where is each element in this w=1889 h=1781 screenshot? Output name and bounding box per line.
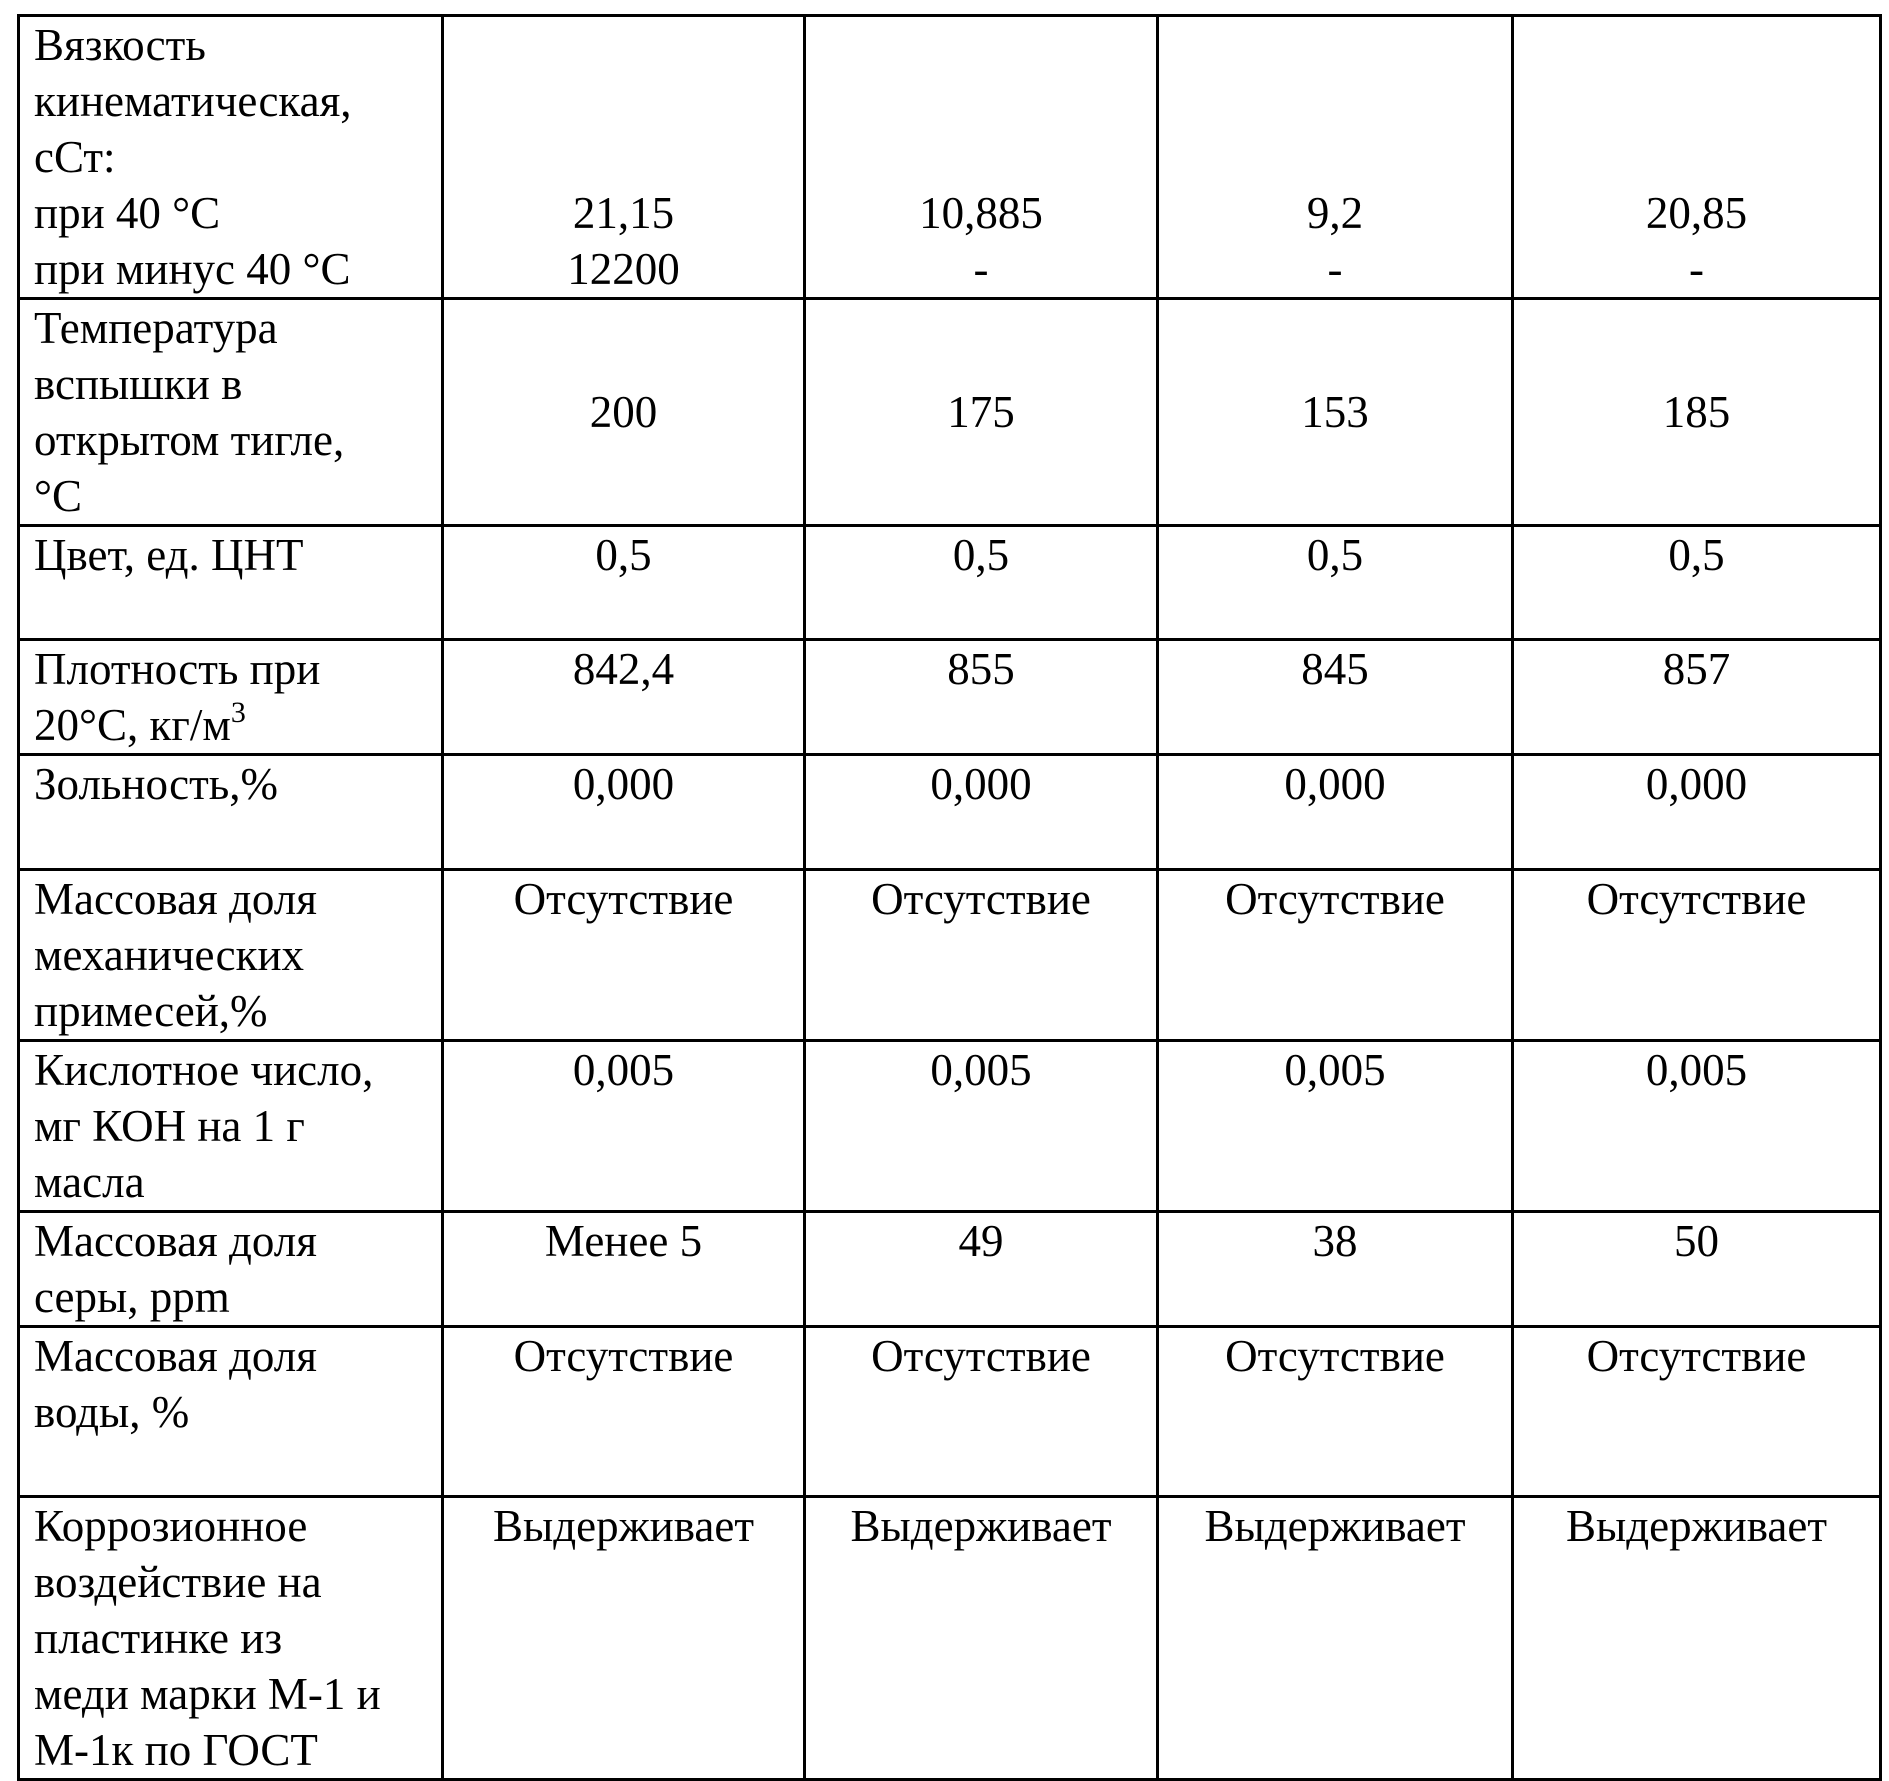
label-line: Массовая доля (34, 874, 317, 924)
cell-value: 857 (1662, 644, 1731, 694)
value-cell (443, 870, 805, 1041)
value-cell (805, 1497, 1158, 1780)
value-cell (1513, 1041, 1881, 1212)
cell-value: 855 (947, 644, 1015, 694)
table-row-water (19, 1327, 1881, 1497)
value-cell (1158, 1041, 1513, 1212)
cell-value: Отсутствие (871, 1331, 1091, 1381)
cell-value: Отсутствие (871, 874, 1091, 924)
value-cell (1513, 1212, 1881, 1327)
label-text: 20°С, кг/м (34, 700, 231, 750)
value-cell (805, 1041, 1158, 1212)
cell-value: 0,000 (1284, 759, 1386, 809)
cell-value: Отсутствие (513, 874, 734, 924)
label-line: открытом тигле, (34, 415, 345, 465)
row-label-cell (19, 526, 443, 640)
label-line: мг КОН на 1 г (34, 1101, 305, 1151)
label-line: кинематическая, (34, 76, 352, 126)
label-line: воды, % (34, 1387, 190, 1437)
label-line: пластинке из (34, 1613, 283, 1663)
value-cell (1158, 1212, 1513, 1327)
label-line: при минус 40 °С (34, 244, 351, 294)
value-cell (805, 299, 1158, 526)
value-cell (443, 1327, 805, 1497)
label-line: М-1к по ГОСТ (34, 1725, 318, 1775)
value-cell (1158, 299, 1513, 526)
cell-value: Менее 5 (544, 1216, 703, 1266)
value-cell (1158, 1327, 1513, 1497)
cell-value: 12200 (567, 244, 680, 294)
label-line: серы, ppm (34, 1272, 230, 1322)
table-row-mechanical-impurities (19, 870, 1881, 1041)
value-cell (443, 755, 805, 870)
row-label-cell (19, 755, 443, 870)
value-cell (443, 16, 805, 299)
cell-value: 0,5 (952, 530, 1010, 580)
cell-value: 10,885 (919, 188, 1043, 238)
cell-value: Отсутствие (513, 1331, 734, 1381)
value-cell (443, 299, 805, 526)
value-cell (1513, 640, 1881, 755)
value-cell (1158, 1497, 1513, 1780)
label-line: Массовая доля (34, 1216, 317, 1266)
cell-value: Отсутствие (1225, 874, 1445, 924)
value-cell (805, 640, 1158, 755)
row-label-cell (19, 299, 443, 526)
label-line: °С (34, 471, 83, 521)
value-cell (443, 1497, 805, 1780)
properties-table (17, 14, 1882, 1781)
table-row-viscosity (19, 16, 1881, 299)
cell-value: Выдерживает (1204, 1501, 1466, 1551)
value-cell (1513, 1497, 1881, 1780)
table-row-ash (19, 755, 1881, 870)
row-label-cell (19, 1041, 443, 1212)
row-label-cell (19, 1497, 443, 1780)
value-cell (1513, 526, 1881, 640)
cell-value: - (1327, 244, 1343, 294)
cell-value: Выдерживает (492, 1501, 755, 1551)
label-line: при 40 °С (34, 188, 221, 238)
table-row-sulfur (19, 1212, 1881, 1327)
label-line: масла (34, 1157, 145, 1207)
label-line: Вязкость (34, 20, 206, 70)
cell-value: - (973, 244, 989, 294)
value-cell (805, 16, 1158, 299)
cell-value: 49 (958, 1216, 1004, 1266)
value-cell (1158, 755, 1513, 870)
cell-value: 153 (1301, 387, 1369, 437)
cell-value: Отсутствие (1225, 1331, 1445, 1381)
row-label-cell (19, 870, 443, 1041)
table-row-density (19, 640, 1881, 755)
cell-value: Выдерживает (850, 1501, 1112, 1551)
value-cell (805, 755, 1158, 870)
label-line: Температура (34, 303, 278, 353)
value-cell (805, 1212, 1158, 1327)
value-cell (1513, 299, 1881, 526)
label-line: Плотность при (34, 644, 321, 694)
cell-value: - (1689, 244, 1704, 294)
cell-value: 0,005 (572, 1045, 675, 1095)
row-label-cell (19, 640, 443, 755)
cell-value: 0,5 (1306, 530, 1364, 580)
label-line: Массовая доля (34, 1331, 317, 1381)
table-row-corrosion (19, 1497, 1881, 1780)
row-label-cell (19, 1327, 443, 1497)
value-cell (443, 526, 805, 640)
label-line: Цвет, ед. ЦНТ (34, 530, 304, 580)
value-cell (1158, 16, 1513, 299)
cell-value: 38 (1312, 1216, 1358, 1266)
row-label-cell (19, 16, 443, 299)
label-line: меди марки М-1 и (34, 1669, 381, 1719)
value-cell (1513, 755, 1881, 870)
cell-value: 0,5 (1668, 530, 1725, 580)
cell-value: 842,4 (572, 644, 675, 694)
cell-value: Выдерживает (1565, 1501, 1828, 1551)
cell-value: 9,2 (1306, 188, 1364, 238)
label-line: вспышки в (34, 359, 243, 409)
table-row-color (19, 526, 1881, 640)
value-cell (1513, 16, 1881, 299)
value-cell (443, 1041, 805, 1212)
value-cell (1158, 526, 1513, 640)
value-cell (805, 526, 1158, 640)
cell-value: 0,000 (572, 759, 675, 809)
table-row-flash-point (19, 299, 1881, 526)
cell-value: 0,005 (1645, 1045, 1748, 1095)
cell-value: 845 (1301, 644, 1369, 694)
value-cell (1158, 870, 1513, 1041)
cell-value: 0,005 (1284, 1045, 1386, 1095)
cell-value: 200 (589, 387, 658, 437)
cell-value: 0,000 (1645, 759, 1748, 809)
cell-value: 0,000 (930, 759, 1032, 809)
value-cell (805, 870, 1158, 1041)
value-cell (443, 1212, 805, 1327)
label-line: Кислотное число, (34, 1045, 374, 1095)
superscript: 3 (230, 696, 246, 729)
value-cell (1513, 870, 1881, 1041)
cell-value: 175 (947, 387, 1015, 437)
label-line: Зольность,% (34, 759, 279, 809)
value-cell (1158, 640, 1513, 755)
cell-value: Отсутствие (1586, 1331, 1807, 1381)
label-line: Коррозионное (34, 1501, 308, 1551)
label-line: сСт: (34, 132, 116, 182)
cell-value: 20,85 (1645, 188, 1748, 238)
cell-value: Отсутствие (1586, 874, 1807, 924)
cell-value: 0,5 (595, 530, 652, 580)
label-line: воздействие на (34, 1557, 322, 1607)
value-cell (1513, 1327, 1881, 1497)
table-row-acid-number (19, 1041, 1881, 1212)
cell-value: 185 (1662, 387, 1731, 437)
value-cell (443, 640, 805, 755)
label-line (34, 697, 437, 753)
cell-value: 50 (1674, 1216, 1719, 1266)
cell-value: 0,005 (930, 1045, 1032, 1095)
label-line: примесей,% (34, 986, 268, 1036)
row-label-cell (19, 1212, 443, 1327)
value-cell (805, 1327, 1158, 1497)
cell-value: 21,15 (572, 188, 675, 238)
label-line: механических (34, 930, 305, 980)
